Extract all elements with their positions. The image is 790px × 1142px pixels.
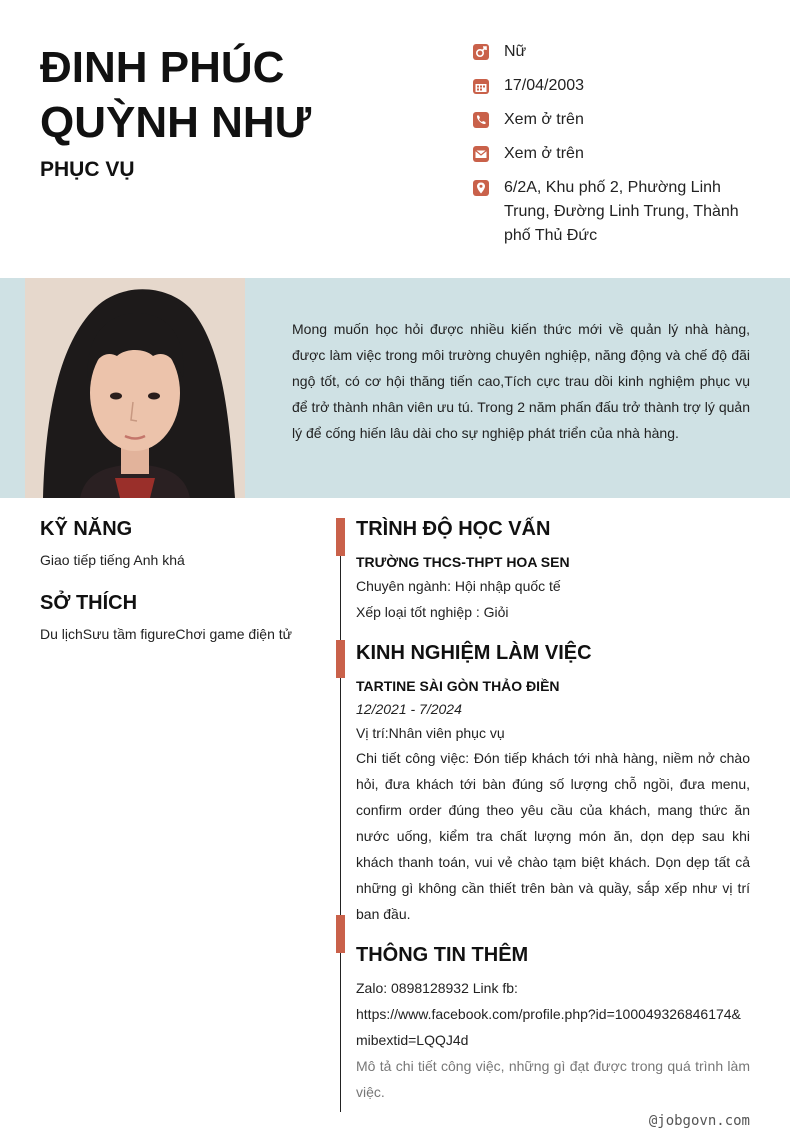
contact-gender (472, 40, 752, 64)
additional-marker (336, 915, 345, 953)
email-value: Xem ở trên (504, 145, 584, 162)
contact-phone (472, 108, 752, 132)
candidate-name (40, 40, 420, 150)
skills-text: Giao tiếp tiếng Anh khá (40, 552, 185, 568)
experience-marker (336, 640, 345, 678)
additional-placeholder: Mô tả chi tiết công việc, những gì đạt được trong quá trình làm việc. (356, 1058, 750, 1100)
experience-section (356, 639, 750, 927)
additional-zalo: Zalo: 0898128932 Link fb: (356, 980, 518, 996)
education-grade: Xếp loại tốt nghiệp : Giỏi (356, 604, 509, 620)
education-marker (336, 518, 345, 556)
contact-birthday (472, 74, 752, 98)
timeline-line (340, 518, 341, 1112)
contact-email (472, 142, 752, 166)
additional-section (356, 941, 750, 1105)
experience-position: Vị trí:Nhân viên phục vụ (356, 725, 505, 741)
experience-details: Chi tiết công việc: Đón tiếp khách tới nhà hàng, niềm nở chào hỏi, đưa khách tới bàn đúng số lượng chỗ ngồi, đưa menu, confirm order đúng theo yêu cầu của khách, mang thức ăn nước uống, kiểm tra chất lượng món ăn, dọn dẹp sau khi khách thanh toán, vui vẻ chào tạm biệt khách. Dọn dẹp tất cả những gì không cần thiết trên bàn và quầy, sắp xếp như vị trí ban đầu. (356, 750, 750, 922)
contact-address (472, 176, 752, 248)
hobbies-text: Du lịchSưu tầm figureChơi game điện tử (40, 626, 293, 642)
education-title: TRÌNH ĐỘ HỌC VẤN (356, 518, 551, 540)
left-column (40, 515, 310, 645)
career-objective: Mong muốn học hỏi được nhiều kiến thức mới về quản lý nhà hàng, được làm việc trong môi trường chuyên nghiệp, năng động và chế độ đãi ngộ tốt, có cơ hội thăng tiến cao,Tích cực trau dồi kinh nghiệm phục vụ để trở thành nhân viên ưu tú. Trong 2 năm phấn đấu trở thành trợ lý quản lý để cống hiến lâu dài cho sự nghiệp phát triển của nhà hàng. (292, 321, 750, 441)
gender-icon (472, 43, 490, 61)
skills-title: KỸ NĂNG (40, 518, 133, 540)
experience-title: KINH NGHIỆM LÀM VIỆC (356, 642, 592, 664)
birthday-value: 17/04/2003 (504, 77, 585, 94)
phone-value: Xem ở trên (504, 111, 584, 128)
profile-photo (25, 278, 245, 498)
contact-list (472, 40, 752, 258)
name-line-2: QUỲNH NHƯ (40, 98, 312, 147)
phone-icon (472, 111, 490, 129)
calendar-icon (472, 77, 490, 95)
education-section (356, 515, 750, 625)
job-title: PHỤC VỤ (40, 158, 135, 181)
experience-period: 12/2021 - 7/2024 (356, 701, 462, 717)
name-line-1: ĐINH PHÚC (40, 43, 285, 92)
watermark: @jobgovn.com (648, 1113, 750, 1129)
education-major: Chuyên ngành: Hội nhập quốc tế (356, 578, 561, 594)
education-school: TRƯỜNG THCS-THPT HOA SEN (356, 554, 570, 570)
experience-company: TARTINE SÀI GÒN THẢO ĐIỀN (356, 678, 560, 694)
gender-value: Nữ (504, 43, 527, 60)
address-value: 6/2A, Khu phố 2, Phường Linh Trung, Đường Linh Trung, Thành phố Thủ Đức (504, 179, 739, 244)
right-column (356, 515, 750, 1105)
additional-title: THÔNG TIN THÊM (356, 944, 529, 966)
envelope-icon (472, 145, 490, 163)
map-pin-icon (472, 179, 490, 197)
facebook-link[interactable]: https://www.facebook.com/profile.php?id=100049326846174&mibextid=LQQJ4d (356, 1006, 741, 1048)
hobbies-title: SỞ THÍCH (40, 592, 138, 614)
